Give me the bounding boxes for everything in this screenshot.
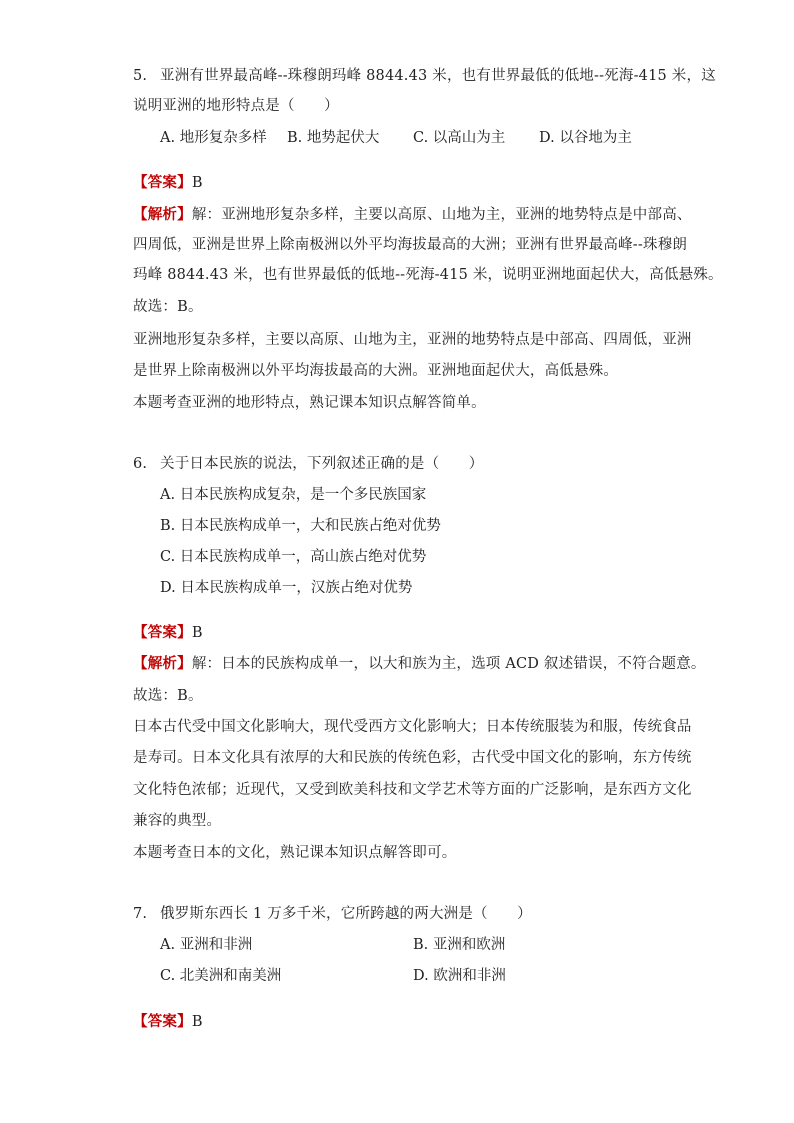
analysis-text: 玛峰 8844.43 米，也有世界最低的低地--死海-415 米，说明亚洲地面起伏大，高低悬殊。 <box>133 267 723 283</box>
answer-line <box>133 623 203 643</box>
analysis-tag: 【解析】 <box>133 655 192 672</box>
analysis-text: 是世界上除南极洲以外平均海拔最高的大洲。亚洲地面起伏大，高低悬殊。 <box>133 363 619 379</box>
question-stem: 说明亚洲的地形特点是（ ） <box>133 98 339 114</box>
question-stem: 俄罗斯东西长 1 万多千米，它所跨越的两大洲是（ ） <box>160 906 532 922</box>
question-number: 5. <box>133 68 148 84</box>
analysis-text: 亚洲地形复杂多样，主要以高原、山地为主，亚洲的地势特点是中部高、四周低，亚洲 <box>133 332 692 348</box>
analysis-text: 本题考查亚洲的地形特点，熟记课本知识点解答简单。 <box>133 395 486 411</box>
option-c: C. 北美洲和南美洲 <box>160 968 282 984</box>
analysis-text: 日本古代受中国文化影响大，现代受西方文化影响大；日本传统服装为和服，传统食品 <box>133 719 692 735</box>
question-number: 7. <box>133 906 148 922</box>
analysis-text: 故选：B。 <box>133 299 203 315</box>
option-d: D. 欧洲和非洲 <box>413 968 506 984</box>
answer-value: B <box>191 175 203 191</box>
analysis-text: 本题考查日本的文化，熟记课本知识点解答即可。 <box>133 845 457 861</box>
analysis-line <box>133 654 706 674</box>
answer-line <box>133 173 203 193</box>
option-b: B. 地势起伏大 <box>287 130 380 146</box>
analysis-text: 解：亚洲地形复杂多样，主要以高原、山地为主，亚洲的地势特点是中部高、 <box>191 207 692 223</box>
answer-tag: 【答案】 <box>133 624 192 641</box>
analysis-text: 文化特色浓郁；近现代，又受到欧美科技和文学艺术等方面的广泛影响，是东西方文化 <box>133 782 692 798</box>
answer-value: B <box>191 625 203 641</box>
analysis-tag: 【解析】 <box>133 206 192 223</box>
question-stem: 亚洲有世界最高峰--珠穆朗玛峰 8844.43 米，也有世界最低的低地--死海-415 米，这 <box>160 68 716 84</box>
analysis-text: 四周低，亚洲是世界上除南极洲以外平均海拔最高的大洲；亚洲有世界最高峰--珠穆朗 <box>133 237 688 253</box>
analysis-text: 解：日本的民族构成单一，以大和族为主，选项 ACD 叙述错误，不符合题意。 <box>191 656 706 672</box>
option-c: C. 日本民族构成单一，高山族占绝对优势 <box>160 549 427 565</box>
answer-tag: 【答案】 <box>133 1013 192 1030</box>
option-b: B. 亚洲和欧洲 <box>413 937 506 953</box>
option-d: D. 以谷地为主 <box>539 130 632 146</box>
answer-value: B <box>191 1014 203 1030</box>
option-a: A. 亚洲和非洲 <box>160 937 253 953</box>
analysis-line <box>133 205 692 225</box>
analysis-text: 兼容的典型。 <box>133 813 222 829</box>
question-stem: 关于日本民族的说法，下列叙述正确的是（ ） <box>160 456 484 472</box>
option-b: B. 日本民族构成单一，大和民族占绝对优势 <box>160 518 441 534</box>
option-c: C. 以高山为主 <box>413 130 506 146</box>
answer-line <box>133 1012 203 1032</box>
analysis-text: 是寿司。日本文化具有浓厚的大和民族的传统色彩，古代受中国文化的影响，东方传统 <box>133 750 692 766</box>
option-d: D. 日本民族构成单一，汉族占绝对优势 <box>160 580 413 596</box>
option-a: A. 地形复杂多样 <box>160 130 267 146</box>
question-number: 6. <box>133 456 148 472</box>
option-a: A. 日本民族构成复杂，是一个多民族国家 <box>160 487 427 503</box>
analysis-text: 故选：B。 <box>133 688 203 704</box>
answer-tag: 【答案】 <box>133 174 192 191</box>
